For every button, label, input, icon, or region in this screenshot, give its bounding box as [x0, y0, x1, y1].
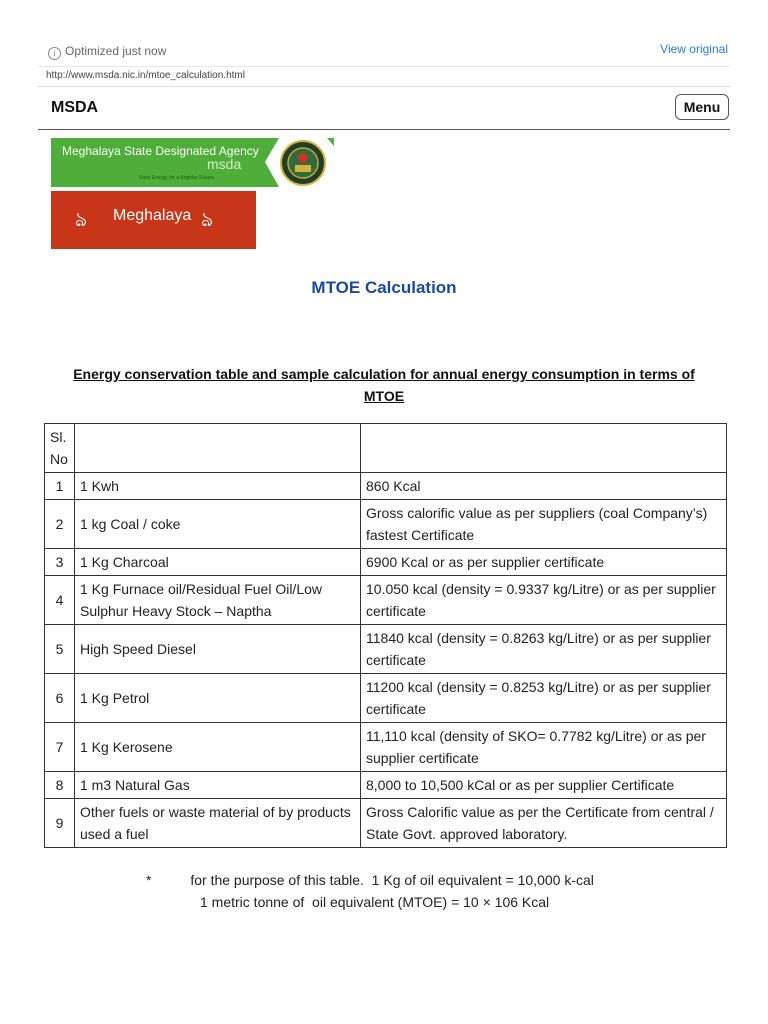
right-ornament-icon: ঌ: [201, 209, 214, 231]
agency-short-name: msda: [207, 156, 242, 172]
row-sl: 1: [45, 473, 75, 500]
footnote-mtoe: 1 metric tonne of oil equivalent (MTOE) = 10 × 106 Kcal: [200, 894, 550, 910]
row-value: 11840 kcal (density = 0.8263 kg/Litre) or as per supplier certificate: [361, 625, 727, 674]
banner-corner: [327, 138, 334, 146]
table-row: [45, 799, 727, 848]
row-value: 6900 Kcal or as per supplier certificate: [361, 549, 727, 576]
table-row: [45, 625, 727, 674]
state-emblem-icon: [281, 141, 325, 185]
row-value: 860 Kcal: [361, 473, 727, 500]
row-value: 11,110 kcal (density of SKO= 0.7782 kg/Litre) or as per supplier certificate: [361, 723, 727, 772]
row-item: 1 Kg Charcoal: [75, 549, 361, 576]
header-value: [361, 424, 727, 473]
agency-name: Meghalaya State Designated Agency: [62, 144, 259, 158]
agency-tagline: Save Energy for a Brighter Future: [139, 175, 214, 181]
view-original-link[interactable]: View original: [660, 42, 728, 56]
header-item: [75, 424, 361, 473]
page-title: MTOE Calculation: [311, 278, 457, 297]
table-row: [45, 723, 727, 772]
row-sl: 7: [45, 723, 75, 772]
optimized-status: [48, 44, 166, 60]
left-ornament-icon: ঌ: [75, 209, 88, 231]
row-sl: 8: [45, 772, 75, 799]
table-row: [45, 772, 727, 799]
table-row: [45, 549, 727, 576]
row-item: 1 kg Coal / coke: [75, 500, 361, 549]
table-caption: Energy conservation table and sample calculation for annual energy consumption in terms of MTOE: [73, 366, 695, 404]
table-row: [45, 473, 727, 500]
row-item: 1 Kg Kerosene: [75, 723, 361, 772]
row-sl: 9: [45, 799, 75, 848]
row-value: Gross Calorific value as per the Certificate from central / State Govt. approved laboratory.: [361, 799, 727, 848]
table-row: [45, 576, 727, 625]
row-item: High Speed Diesel: [75, 625, 361, 674]
footnote-oil-equivalent: * for the purpose of this table. 1 Kg of oil equivalent = 10,000 k-cal: [146, 872, 594, 888]
row-value: 11200 kcal (density = 0.8253 kg/Litre) or as per supplier certificate: [361, 674, 727, 723]
header-sl-no: Sl. No: [45, 424, 75, 473]
site-header: [38, 86, 730, 130]
table-row: [45, 674, 727, 723]
row-sl: 3: [45, 549, 75, 576]
meghalaya-text: Meghalaya: [113, 207, 192, 224]
table-header-row: [45, 424, 727, 473]
row-value: 10.050 kcal (density = 0.9337 kg/Litre) or as per supplier certificate: [361, 576, 727, 625]
row-sl: 6: [45, 674, 75, 723]
row-item: 1 Kg Petrol: [75, 674, 361, 723]
agency-banner-graphic: [51, 138, 334, 187]
row-item: 1 Kg Furnace oil/Residual Fuel Oil/Low Sulphur Heavy Stock – Naptha: [75, 576, 361, 625]
info-icon: i: [48, 47, 61, 60]
row-sl: 2: [45, 500, 75, 549]
menu-button[interactable]: Menu: [675, 94, 729, 120]
row-item: 1 m3 Natural Gas: [75, 772, 361, 799]
table-row: [45, 500, 727, 549]
site-brand[interactable]: MSDA: [51, 99, 99, 116]
row-item: 1 Kwh: [75, 473, 361, 500]
optimized-text: Optimized just now: [65, 44, 167, 58]
agency-banner[interactable]: [51, 138, 334, 187]
row-value: 8,000 to 10,500 kCal or as per supplier Certificate: [361, 772, 727, 799]
row-sl: 4: [45, 576, 75, 625]
row-sl: 5: [45, 625, 75, 674]
energy-conversion-table: [44, 423, 727, 848]
meghalaya-banner[interactable]: [51, 191, 256, 249]
page-url: http://www.msda.nic.in/mtoe_calculation.html: [46, 70, 245, 81]
optimization-bar: [38, 40, 730, 67]
row-item: Other fuels or waste material of by products used a fuel: [75, 799, 361, 848]
row-value: Gross calorific value as per suppliers (coal Company’s) fastest Certificate: [361, 500, 727, 549]
